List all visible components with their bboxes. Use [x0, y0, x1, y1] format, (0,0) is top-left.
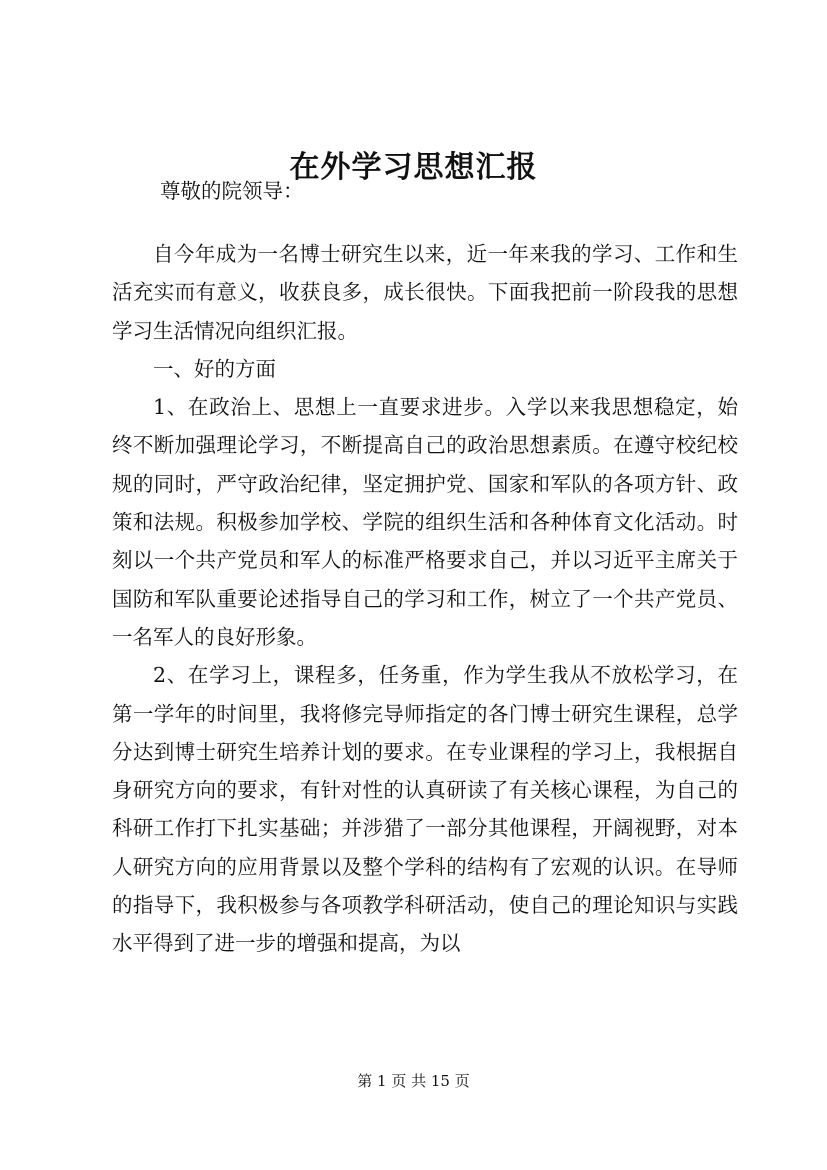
paragraph-study: 2、在学习上，课程多，任务重，作为学生我从不放松学习，在第一学年的时间里，我将修完导师指定的各门博士研究生课程，总学分达到博士研究生培养计划的要求。在专业课程的学习上，我根据自身研究方向的要求，有针对性的认真研读了有关核心课程，为自己的科研工作打下扎实基础；并涉猎了一部分其他课程，开阔视野，对本人研究方向的应用背景以及整个学科的结构有了宏观的认识。在导师的指导下，我积极参与各项教学科研活动，使自己的理论知识与实践水平得到了进一步的增强和提高，为以: [112, 663, 738, 956]
document-title: 在外学习思想汇报: [289, 150, 538, 185]
paragraph-intro: 自今年成为一名博士研究生以来，近一年来我的学习、工作和生活充实而有意义，收获良多，成长很快。下面我把前一阶段我的思想学习生活情况向组织汇报。: [112, 242, 738, 343]
salutation: 尊敬的院领导：: [160, 179, 304, 203]
document-body: [112, 235, 738, 963]
page-footer: 第 1 页 共 15 页: [357, 1072, 470, 1090]
paragraph-politics: 1、在政治上、思想上一直要求进步。入学以来我思想稳定，始终不断加强理论学习，不断提高自己的政治思想素质。在遵守校纪校规的同时，严守政治纪律，坚定拥护党、国家和军队的各项方针、政策和法规。积极参加学校、学院的组织生活和各种体育文化活动。时刻以一个共产党员和军人的标准严格要求自己，并以习近平主席关于国防和军队重要论述指导自己的学习和工作，树立了一个共产党员、一名军人的良好形象。: [112, 395, 738, 649]
section-heading-good-aspects: 一、好的方面: [153, 356, 276, 381]
